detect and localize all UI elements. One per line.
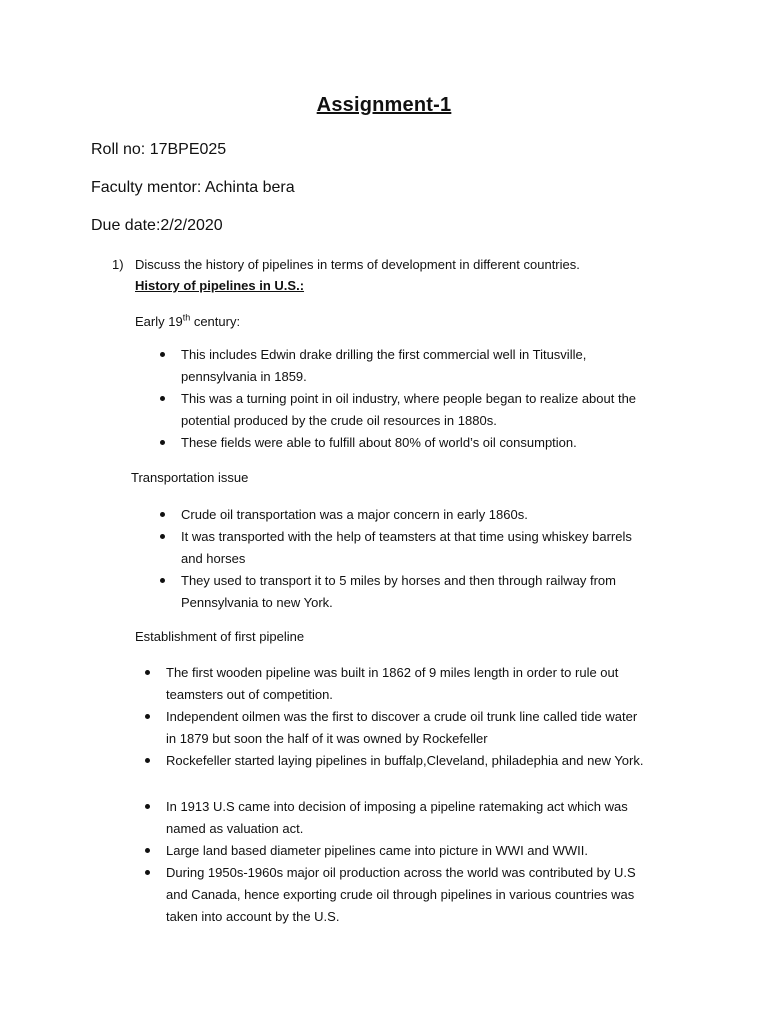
list-item-text: Rockefeller started laying pipelines in buffalp,Cleveland, philadephia and new York. (166, 753, 644, 768)
bullet-icon (160, 396, 165, 401)
bullet-icon (160, 352, 165, 357)
establishment-list (166, 662, 643, 772)
list-item-text: This was a turning point in oil industry, where people began to realize about the potential produced by the crude oil resources in 1880s. (181, 391, 637, 428)
list-item (181, 432, 636, 454)
due-date: Due date:2/2/2020 (91, 217, 223, 234)
bullet-icon (145, 758, 150, 763)
early-century-list (181, 344, 636, 454)
list-item (166, 706, 643, 750)
list-item-text: This includes Edwin drake drilling the first commercial well in Titusville, pennsylvania in 1859. (181, 347, 587, 384)
bullet-icon (160, 512, 165, 517)
bullet-icon (160, 578, 165, 583)
roll-number: Roll no: 17BPE025 (91, 141, 227, 158)
list-item-text: Independent oilmen was the first to discover a crude oil trunk line called tide water in 1879 but soon the half of it was owned by Rockefeller (166, 709, 638, 746)
bullet-icon (145, 670, 150, 675)
question-1 (112, 255, 580, 275)
list-item-text: Crude oil transportation was a major concern in early 1860s. (181, 507, 528, 522)
page-title: Assignment-1 (316, 94, 452, 116)
list-item (166, 750, 643, 772)
list-item-text: Large land based diameter pipelines came into picture in WWI and WWII. (166, 843, 588, 858)
early-century-label (135, 312, 240, 332)
establishment-list-continued (166, 796, 636, 928)
bullet-icon (160, 440, 165, 445)
list-item (166, 796, 636, 840)
list-item-text: They used to transport it to 5 miles by horses and then through railway from Pennsylvania to new York. (181, 573, 616, 610)
list-item-text: These fields were able to fulfill about 80% of world’s oil consumption. (181, 435, 577, 450)
list-item (166, 840, 636, 862)
list-item (181, 344, 636, 388)
bullet-icon (145, 870, 150, 875)
transportation-list (181, 504, 632, 614)
list-item-text: It was transported with the help of teamsters at that time using whiskey barrels and horses (181, 529, 632, 566)
list-item (181, 504, 632, 526)
list-item (166, 862, 636, 928)
list-item (181, 526, 632, 570)
question-number: 1) (112, 257, 124, 272)
list-item (181, 388, 636, 432)
bullet-icon (145, 714, 150, 719)
bullet-icon (160, 534, 165, 539)
bullet-icon (145, 804, 150, 809)
bullet-icon (145, 848, 150, 853)
transportation-label: Transportation issue (131, 470, 249, 485)
list-item-text: In 1913 U.S came into decision of imposing a pipeline ratemaking act which was named as valuation act. (166, 799, 628, 836)
early-label-pre: Early 19 (135, 314, 183, 329)
early-label-post: century: (190, 314, 241, 329)
question-text: Discuss the history of pipelines in terms of development in different countries. (135, 257, 580, 272)
establishment-label: Establishment of first pipeline (135, 629, 305, 644)
section-heading: History of pipelines in U.S.: (135, 278, 305, 293)
list-item (181, 570, 632, 614)
list-item-text: During 1950s-1960s major oil production across the world was contributed by U.S and Canada, hence exporting crude oil through pipelines in various countries was taken into account by the U.S. (166, 865, 636, 924)
list-item (166, 662, 643, 706)
list-item-text: The first wooden pipeline was built in 1862 of 9 miles length in order to rule out teamsters out of competition. (166, 665, 619, 702)
faculty-mentor: Faculty mentor: Achinta bera (91, 179, 295, 196)
early-label-sup: th (182, 312, 191, 323)
